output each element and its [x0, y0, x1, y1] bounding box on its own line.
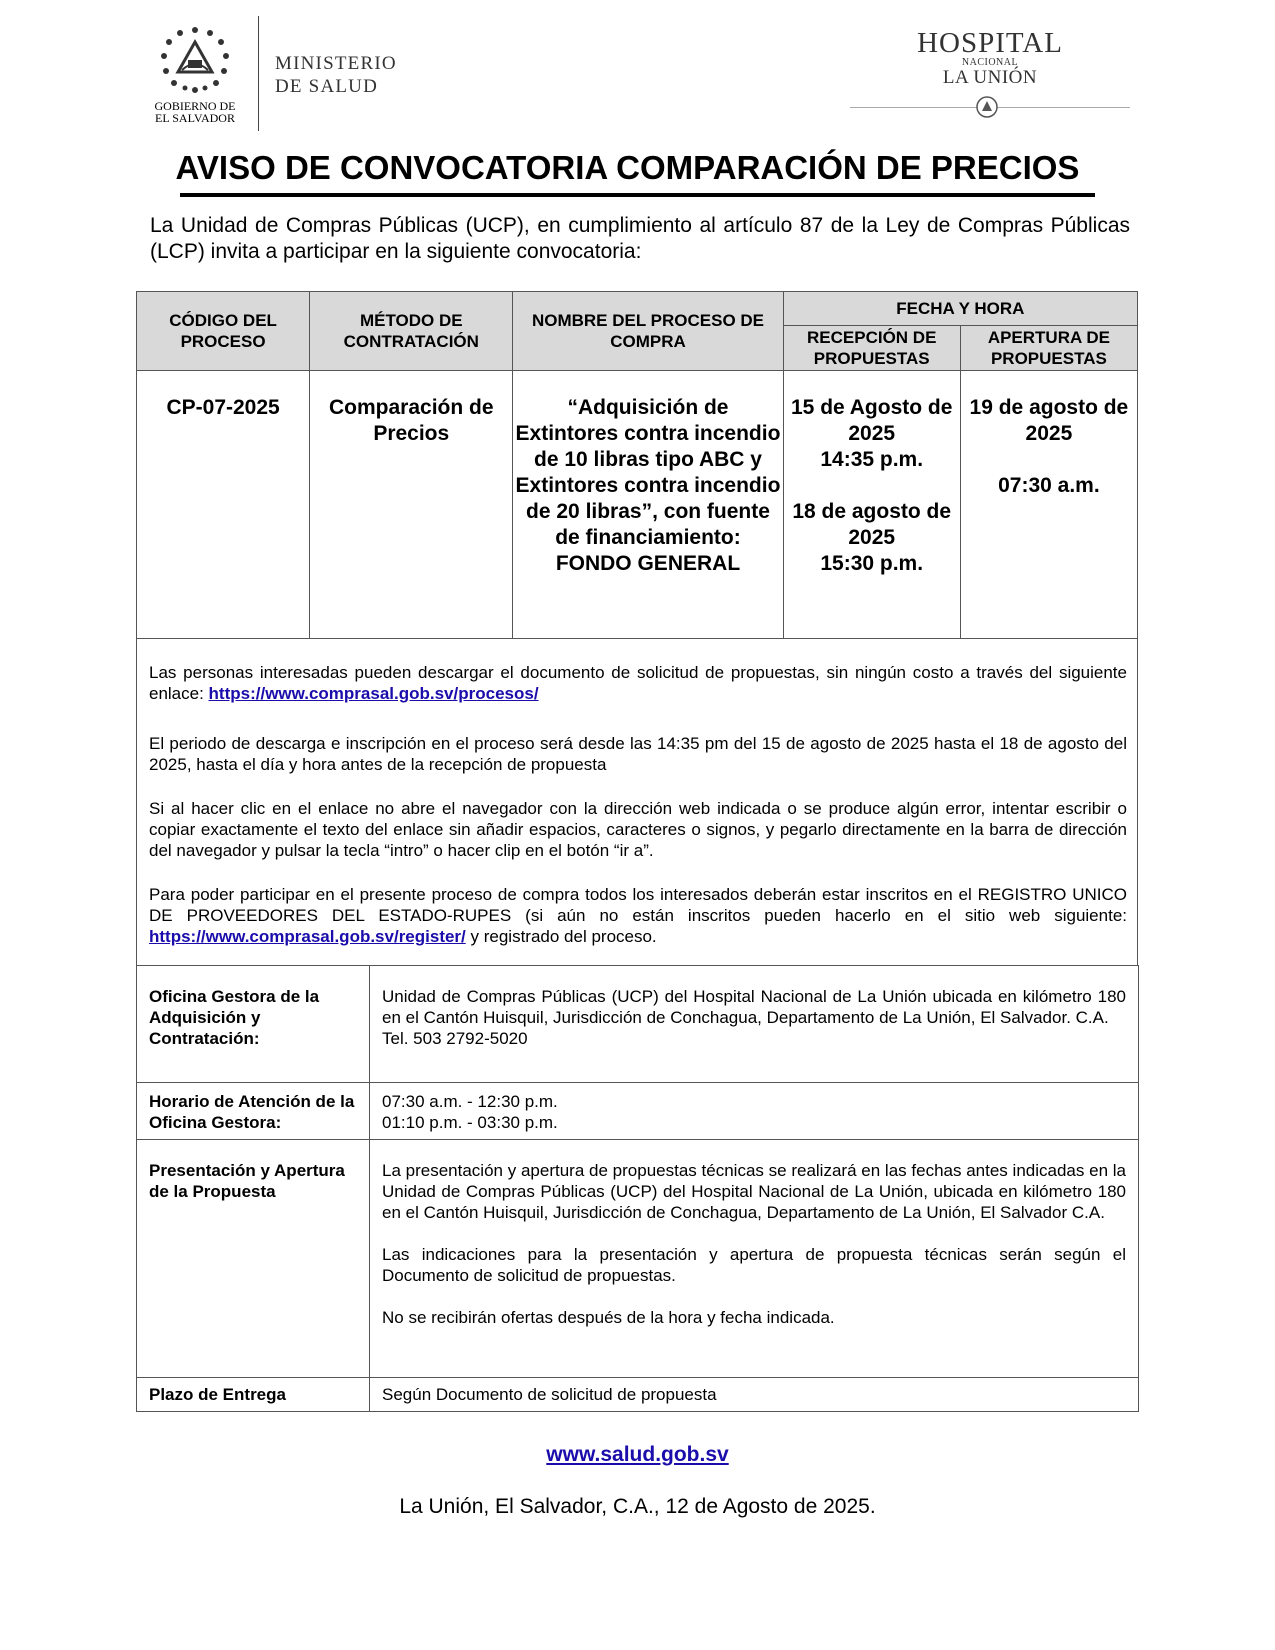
title-underline [180, 193, 1095, 197]
government-logo-line-1: GOBIERNO DE [154, 99, 236, 113]
page-title: AVISO DE CONVOCATORIA COMPARACIÓN DE PRECIOS [175, 149, 1080, 186]
details-table [136, 965, 1139, 1412]
oficina-label: Oficina Gestora de la Adquisición y Contratación: [137, 966, 370, 1083]
info-paragraph-download [149, 662, 1127, 704]
recepcion-2-date: 18 de agosto de 2025 [792, 500, 952, 549]
plazo-label: Plazo de Entrega [137, 1378, 370, 1412]
header-codigo: CÓDIGO DEL PROCESO [137, 292, 310, 371]
hospital-logo-line-3: LA UNIÓN [942, 67, 1038, 88]
horario-value [370, 1083, 1139, 1140]
plazo-value: Según Documento de solicitud de propuesta [370, 1378, 1139, 1412]
cell-recepcion [783, 371, 960, 639]
cell-nombre [513, 371, 783, 639]
recepcion-2-time: 15:30 p.m. [820, 552, 924, 575]
presentacion-paragraph-1: La presentación y apertura de propuestas técnicas se realizará en las fechas antes indicadas en la Unidad de Compras Públicas (UCP) del Hospital Nacional de La Unión, ubicada en kilómetro 180 en el Cantón Huisquil, Jurisdicción de Conchagua, Departamento de La Unión, El Salvador C.A. [382, 1161, 1126, 1222]
horario-label: Horario de Atención de la Oficina Gestora: [137, 1083, 370, 1140]
oficina-phone: Tel. 503 2792-5020 [382, 1029, 528, 1048]
hospital-logo [840, 28, 1140, 88]
header-recepcion: RECEPCIÓN DE PROPUESTAS [783, 326, 960, 371]
header-apertura: APERTURA DE PROPUESTAS [960, 326, 1137, 371]
emblem-icon [976, 96, 998, 118]
apertura-date: 19 de agosto de 2025 [969, 396, 1129, 445]
info-download-text: Las personas interesadas pueden descargar el documento de solicitud de propuestas, sin ningún costo a través del siguiente enlace: [149, 663, 1127, 703]
process-table [136, 291, 1138, 639]
cell-nombre-text: “Adquisición de Extintores contra incendio de 10 libras tipo ABC y Extintores contra incendio de 20 libras”, con fuente de financiamiento: [515, 396, 781, 549]
info-paragraph-period: El periodo de descarga e inscripción en el proceso será desde las 14:35 pm del 15 de agosto de 2025 hasta el 18 de agosto del 2025, hasta el día y hora antes de la recepción de propuesta [149, 734, 1127, 774]
government-logo-text [140, 100, 250, 124]
header-divider [258, 16, 259, 131]
footer-date-line: La Unión, El Salvador, C.A., 12 de Agosto de 2025. [399, 1495, 876, 1518]
website-link[interactable]: www.salud.gob.sv [546, 1443, 729, 1466]
info-box [136, 638, 1138, 966]
document-header [0, 0, 1275, 140]
government-logo-line-2: EL SALVADOR [155, 111, 235, 125]
presentacion-paragraph-3: No se recibirán ofertas después de la hora y fecha indicada. [382, 1308, 835, 1327]
presentacion-paragraph-2: Las indicaciones para la presentación y apertura de propuesta técnicas serán según el Documento de solicitud de propuestas. [382, 1245, 1126, 1285]
header-fecha-hora: FECHA Y HORA [783, 292, 1137, 326]
info-paragraph-registration [149, 884, 1127, 947]
horario-afternoon: 01:10 p.m. - 03:30 p.m. [382, 1113, 558, 1132]
apertura-time: 07:30 a.m. [998, 474, 1100, 497]
recepcion-1-date: 15 de Agosto de 2025 [791, 396, 953, 445]
header-metodo: MÉTODO DE CONTRATACIÓN [310, 292, 513, 371]
hospital-logo-line-1: HOSPITAL [917, 27, 1063, 59]
procesos-link[interactable]: https://www.comprasal.gob.sv/procesos/ [208, 684, 539, 703]
info-paragraph-instructions: Si al hacer clic en el enlace no abre el navegador con la dirección web indicada o se produce algún error, intentar escribir o copiar exactamente el texto del enlace sin añadir espacios, caracteres o signos, y pegarlo directamente en la barra de dirección del navegador y pulsar la tecla “intro” o hacer clip en el botón “ir a”. [149, 799, 1127, 860]
recepcion-1-time: 14:35 p.m. [820, 448, 924, 471]
horario-morning: 07:30 a.m. - 12:30 p.m. [382, 1092, 558, 1111]
oficina-address: Unidad de Compras Públicas (UCP) del Hospital Nacional de La Unión ubicada en kilómetro 180 en el Cantón Huisquil, Jurisdicción de Conchagua, Departamento de La Unión, El Salvador. C.A. [382, 987, 1126, 1027]
cell-codigo: CP-07-2025 [137, 371, 310, 639]
ministry-line-2: DE SALUD [275, 76, 379, 97]
presentacion-value [370, 1140, 1139, 1378]
register-link[interactable]: https://www.comprasal.gob.sv/register/ [149, 927, 466, 946]
ministry-name [275, 52, 397, 98]
info-registration-text: Para poder participar en el presente proceso de compra todos los interesados deberán estar inscritos en el REGISTRO UNICO DE PROVEEDORES DEL ESTADO-RUPES (si aún no están inscritos pueden hacerlo en el sitio web siguiente: [149, 885, 1127, 925]
presentacion-label: Presentación y Apertura de la Propuesta [137, 1140, 370, 1378]
cell-apertura [960, 371, 1137, 639]
hospital-logo-line-2: NACIONAL [961, 57, 1019, 68]
website-line [0, 1443, 1275, 1467]
cell-fondo-text: FONDO GENERAL [555, 552, 741, 575]
header-nombre: NOMBRE DEL PROCESO DE COMPRA [513, 292, 783, 371]
info-registration-tail: y registrado del proceso. [465, 927, 657, 946]
intro-paragraph: La Unidad de Compras Públicas (UCP), en cumplimiento al artículo 87 de la Ley de Compras Públicas (LCP) invita a participar en la siguiente convocatoria: [150, 214, 1130, 263]
ministry-line-1: MINISTERIO [275, 53, 397, 74]
oficina-value [370, 966, 1139, 1083]
cell-metodo: Comparación de Precios [310, 371, 513, 639]
